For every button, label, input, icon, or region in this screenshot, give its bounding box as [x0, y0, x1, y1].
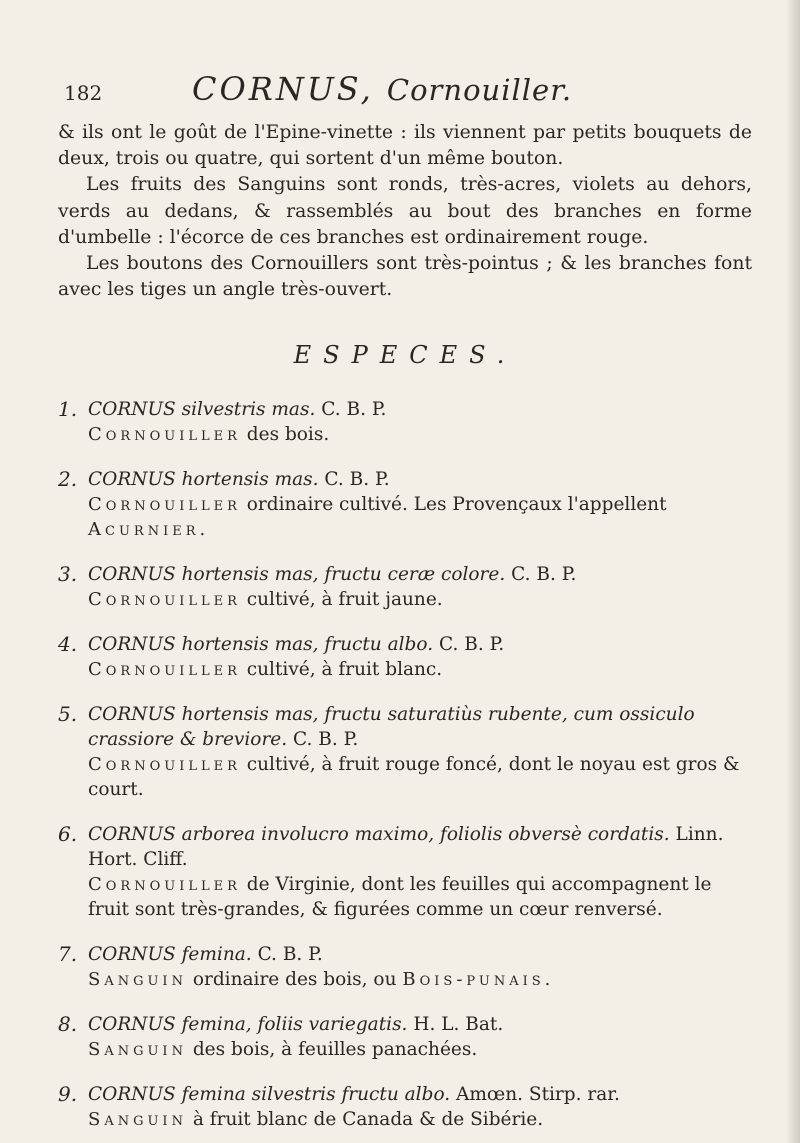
species-number: 5.	[58, 702, 78, 727]
species-french-name: Cornouiller	[88, 659, 241, 681]
species-french-description: cultivé, à fruit blanc.	[246, 659, 443, 681]
species-number: 1.	[58, 397, 78, 422]
species-french-name: Cornouiller	[88, 494, 241, 516]
species-french-description: de Virginie, dont les feuilles qui accompagnent le fruit sont très-grandes, & figurées comme un cœur renversé.	[88, 874, 712, 921]
section-heading-especes: ESPECES.	[293, 341, 517, 370]
species-entry	[58, 1082, 752, 1132]
species-authority: C. B. P.	[438, 634, 505, 656]
species-french-name: Sanguin	[88, 1109, 187, 1131]
page-header	[58, 70, 752, 112]
species-french-description: cultivé, à fruit jaune.	[246, 589, 443, 611]
species-latin-name: CORNUS hortensis mas, fructu saturatiùs rubente, cum ossiculo crassiore & breviore.	[88, 704, 695, 751]
running-title	[192, 70, 572, 108]
species-entry	[58, 467, 752, 542]
species-french-description: ordinaire cultivé. Les Provençaux l'appellent	[246, 494, 667, 516]
paragraph-continuation: & ils ont le goût de l'Epine-vinette : ils viennent par petits bouquets de deux, trois ou quatre, qui sortent d'un même bouton.	[58, 122, 752, 170]
species-authority: Linn. Hort. Cliff.	[88, 824, 724, 871]
species-french-extra: Bois-punais.	[402, 969, 555, 991]
running-title-common-name: Cornouiller.	[386, 73, 573, 107]
species-entry	[58, 702, 752, 802]
species-number: 6.	[58, 822, 78, 847]
species-french-description: des bois.	[246, 424, 330, 446]
paragraph-fruits: Les fruits des Sanguins sont ronds, très-acres, violets au dehors, verds au dedans, & rassemblés au bout des branches en forme d'umbelle : l'écorce de ces branches est ordinairement rouge.	[58, 174, 752, 248]
species-french-extra: Acurnier.	[88, 519, 210, 541]
species-latin-name: CORNUS hortensis mas.	[88, 469, 319, 491]
species-french-description: ordinaire des bois, ou	[192, 969, 397, 991]
species-latin-name: CORNUS arborea involucro maximo, foliolis obversè cordatis.	[88, 824, 670, 846]
species-latin-name: CORNUS femina.	[88, 944, 252, 966]
species-entry	[58, 1012, 752, 1062]
species-french-name: Cornouiller	[88, 424, 241, 446]
species-entry	[58, 822, 752, 922]
species-french-name: Sanguin	[88, 1039, 187, 1061]
species-entry	[58, 562, 752, 612]
species-number: 3.	[58, 562, 78, 587]
species-french-description: à fruit blanc de Canada & de Sibérie.	[192, 1109, 544, 1131]
species-authority: H. L. Bat.	[413, 1014, 504, 1036]
running-title-genus: CORNUS,	[192, 70, 374, 108]
species-number: 2.	[58, 467, 78, 492]
species-authority: C. B. P.	[511, 564, 577, 586]
species-entry	[58, 397, 752, 447]
species-number: 7.	[58, 942, 78, 967]
species-entry	[58, 632, 752, 682]
species-number: 4.	[58, 632, 78, 657]
species-number: 9.	[58, 1082, 78, 1107]
species-french-name: Cornouiller	[88, 874, 241, 896]
species-french-name: Cornouiller	[88, 589, 241, 611]
species-latin-name: CORNUS femina silvestris fructu albo.	[88, 1084, 451, 1106]
page-edge-shadow	[786, 0, 800, 1143]
species-french-name: Sanguin	[88, 969, 187, 991]
species-list	[58, 397, 752, 1132]
species-french-name: Cornouiller	[88, 754, 241, 776]
species-authority: C. B. P.	[293, 729, 359, 751]
species-latin-name: CORNUS hortensis mas, fructu ceræ colore.	[88, 564, 506, 586]
page-number: 182	[64, 81, 103, 105]
species-latin-name: CORNUS femina, foliis variegatis.	[88, 1014, 408, 1036]
species-latin-name: CORNUS silvestris mas.	[88, 399, 316, 421]
species-authority: C. B. P.	[257, 944, 323, 966]
species-entry	[58, 942, 752, 992]
species-authority: C. B. P.	[324, 469, 390, 491]
species-authority: C. B. P.	[321, 399, 387, 421]
species-authority: Amœn. Stirp. rar.	[456, 1084, 620, 1106]
species-latin-name: CORNUS hortensis mas, fructu albo.	[88, 634, 434, 656]
species-french-description: des bois, à feuilles panachées.	[192, 1039, 478, 1061]
species-number: 8.	[58, 1012, 78, 1037]
paragraph-buds: Les boutons des Cornouillers sont très-pointus ; & les branches font avec les tiges un angle très-ouvert.	[58, 253, 752, 301]
species-french-description: cultivé, à fruit rouge foncé, dont le noyau est gros & court.	[88, 754, 740, 801]
